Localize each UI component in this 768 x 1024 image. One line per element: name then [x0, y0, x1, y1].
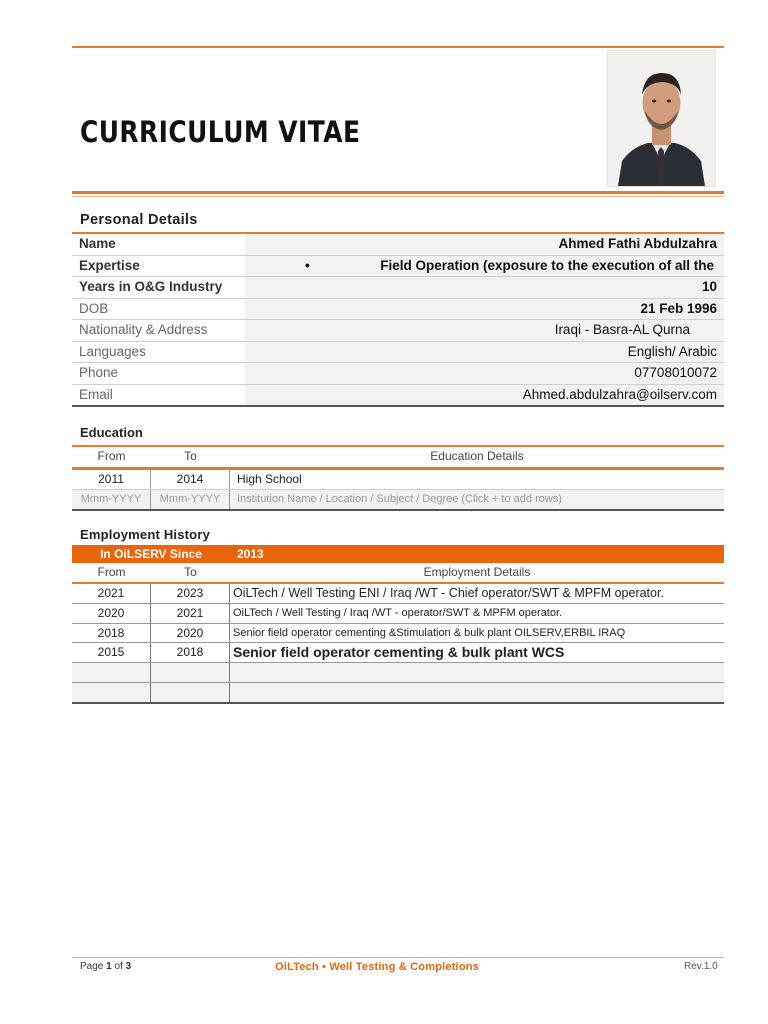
page-total: 3: [125, 961, 132, 972]
title-rule-thin: [72, 196, 724, 197]
cell-details[interactable]: Institution Name / Location / Subject / Degree (Click + to add rows): [237, 493, 562, 505]
employment-banner: [72, 545, 724, 563]
table-row-empty: [72, 683, 724, 704]
personal-label: Email: [72, 385, 245, 406]
employment-table: [72, 545, 724, 704]
cell-from: 2021: [72, 584, 151, 603]
personal-row-expertise: [72, 256, 724, 278]
page-number: [80, 961, 131, 972]
column-header-details: Employment Details: [423, 565, 531, 579]
personal-value: English/ Arabic: [245, 342, 724, 363]
cell-to: 2020: [151, 624, 230, 643]
cell-to: [151, 683, 230, 702]
personal-details-table: [72, 232, 724, 407]
expertise-text: Field Operation (exposure to the execution of all the: [380, 257, 714, 273]
top-rule: [72, 46, 724, 48]
footer-rule: [72, 957, 724, 958]
table-row-empty: [72, 663, 724, 683]
cell-from: 2015: [72, 643, 151, 662]
cell-details: Senior field operator cementing & bulk plant WCS: [233, 644, 565, 661]
cell-from: [72, 663, 151, 682]
personal-row-languages: [72, 342, 724, 364]
personal-label: Languages: [72, 342, 245, 363]
personal-row-years: [72, 277, 724, 299]
banner-label: In OiLSERV Since: [100, 547, 202, 561]
page-current: 1: [106, 961, 112, 972]
personal-details-heading: Personal Details: [80, 212, 198, 228]
footer-company: OiLTech • Well Testing & Completions: [275, 961, 479, 973]
personal-label: Nationality & Address: [72, 320, 245, 341]
personal-value: 10: [245, 277, 724, 298]
column-header-to: To: [184, 565, 197, 579]
cell-from[interactable]: Mmm-YYYY: [72, 490, 151, 509]
personal-row-email: [72, 385, 724, 408]
page-of: of: [114, 961, 123, 972]
personal-row-nationality: [72, 320, 724, 342]
personal-row-dob: [72, 299, 724, 321]
table-row-placeholder[interactable]: [72, 490, 724, 511]
cell-from: 2020: [72, 604, 151, 623]
cell-from: 2011: [72, 470, 151, 489]
personal-label: Years in O&G Industry: [72, 277, 245, 298]
cell-to[interactable]: Mmm-YYYY: [151, 490, 230, 509]
column-header-from: From: [97, 449, 126, 463]
table-row: [72, 584, 724, 604]
table-row: [72, 470, 724, 490]
personal-value: Iraqi - Basra-AL Qurna: [245, 320, 724, 341]
profile-photo: [607, 50, 716, 187]
employment-header-row: [72, 563, 724, 584]
table-row: [72, 624, 724, 644]
cell-details: OiLTech / Well Testing ENI / Iraq /WT - Chief operator/SWT & MPFM operator.: [233, 586, 664, 600]
personal-value-expertise: [245, 256, 724, 277]
personal-row-name: [72, 234, 724, 256]
banner-year: 2013: [237, 547, 264, 561]
education-heading: Education: [80, 425, 143, 440]
table-row: [72, 643, 724, 663]
personal-value: 21 Feb 1996: [245, 299, 724, 320]
cell-details: [230, 683, 724, 702]
page-prefix: Page: [80, 961, 104, 972]
cell-details: High School: [237, 472, 302, 486]
cell-to: 2014: [151, 470, 230, 489]
cell-details: [230, 663, 724, 682]
bullet-icon: •: [305, 257, 310, 273]
personal-value: 07708010072: [245, 363, 724, 384]
cell-from: [72, 683, 151, 702]
cell-to: [151, 663, 230, 682]
table-row: [72, 604, 724, 624]
personal-label: Phone: [72, 363, 245, 384]
education-table: [72, 445, 724, 511]
personal-label: Name: [72, 234, 245, 255]
cell-details: Senior field operator cementing &Stimulation & bulk plant OILSERV,ERBIL IRAQ: [233, 626, 626, 639]
education-header-row: [72, 445, 724, 470]
page-title: CURRICULUM VITAE: [80, 115, 361, 149]
cell-to: 2018: [151, 643, 230, 662]
employment-heading: Employment History: [80, 527, 211, 542]
cell-from: 2018: [72, 624, 151, 643]
footer-revision: Rev.1.0: [684, 961, 718, 972]
title-rule: [72, 191, 724, 194]
personal-label: DOB: [72, 299, 245, 320]
cell-details: OiLTech / Well Testing / Iraq /WT - operator/SWT & MPFM operator.: [233, 606, 563, 619]
personal-value: Ahmed Fathi Abdulzahra: [245, 234, 724, 255]
column-header-details: Education Details: [430, 449, 524, 463]
column-header-from: From: [97, 565, 126, 579]
email-link[interactable]: Ahmed.abdulzahra@oilserv.com: [245, 385, 724, 406]
cell-to: 2021: [151, 604, 230, 623]
column-header-to: To: [184, 449, 197, 463]
personal-label: Expertise: [72, 256, 245, 277]
cell-to: 2023: [151, 584, 230, 603]
personal-row-phone: [72, 363, 724, 385]
